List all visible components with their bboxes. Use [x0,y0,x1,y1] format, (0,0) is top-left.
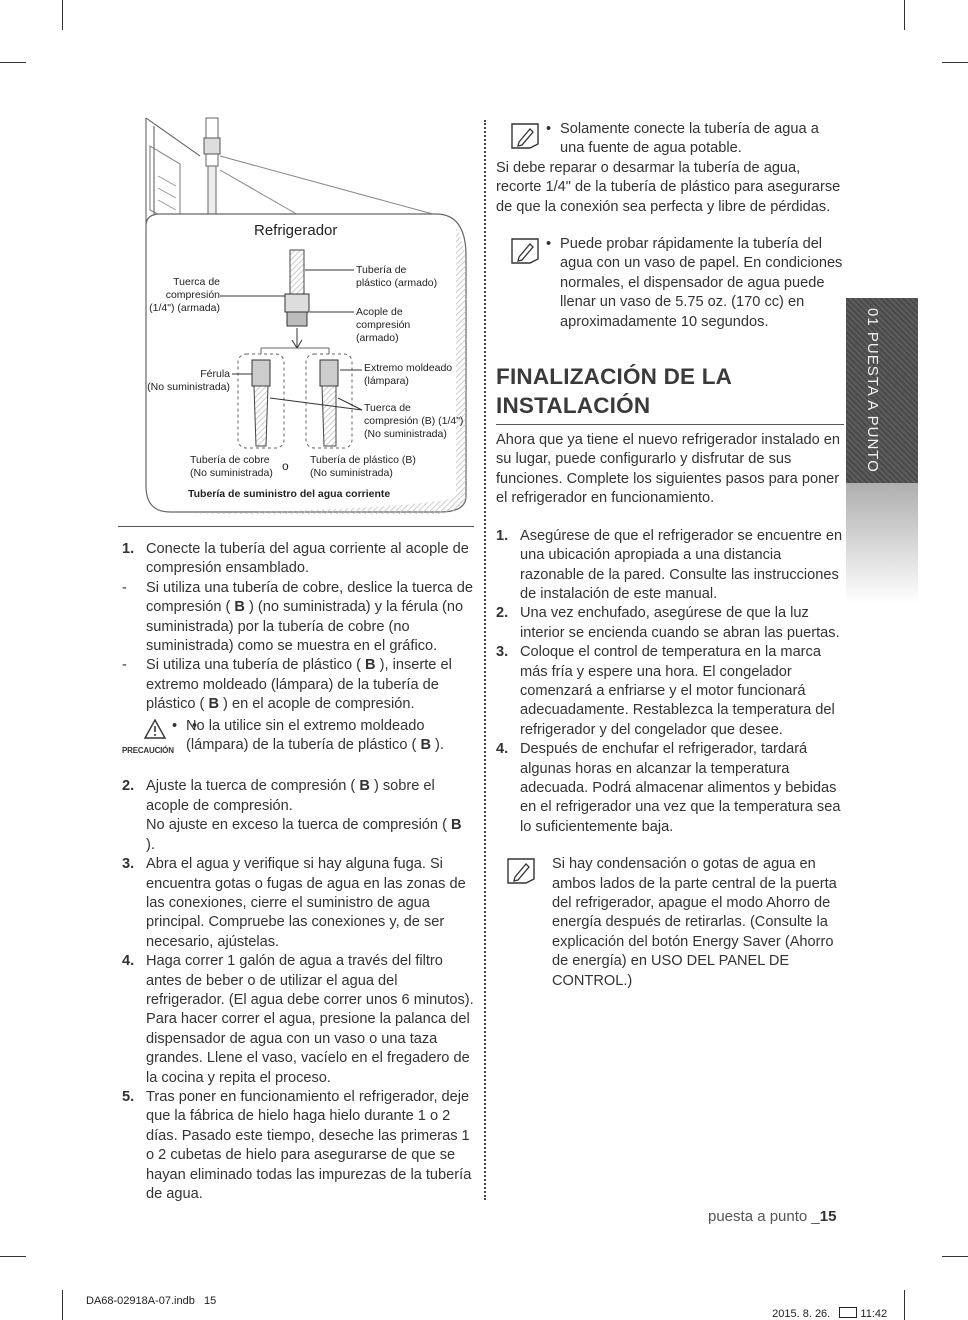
bold-b: B [451,817,462,834]
bold-b: B [359,778,370,795]
step-number: 3. [122,856,135,873]
text: Si utiliza una tubería de cobre, deslice la tuerca de compresión ( [146,579,473,616]
text: ), inserte el extremo moldeado (lámpara) de la tubería de plástico ( [146,657,452,713]
label-line: (No suministrada) [147,381,230,393]
crop-mark [904,0,905,30]
caution-label: PRECAUCIÓN [122,745,174,755]
label-line: compresión [356,319,411,331]
step-2 [122,777,474,855]
note-text: Si hay condensación o gotas de agua en ambos lados de la parte central de la puerta del refrigerador, apague el modo Ahorro de energía después de retirarlas. (Consulte la explicación del botón Energy Saver (Ahorro de energía) en USO DEL PANEL DE CONTROL.) [552,856,837,989]
text: ). [146,836,155,853]
page-number: 15 [819,1208,837,1225]
step-text: Coloque el control de temperatura en la marca más fría y espere una hora. El congelador comenzará a enfriarse y el motor funcionará adecuadamente. Restablezca la temperatura del refrigerador y del congelador que desee. [520,644,835,738]
crop-mark [62,0,63,30]
crop-mark [0,62,26,63]
crop-mark [62,1290,63,1320]
text: ). [430,737,444,754]
label-line: (1/4") (armada) [149,302,220,314]
step-text: Conecte la tubería del agua corriente al acople de compresión ensamblado. [146,541,469,577]
crop-mark [904,1290,905,1320]
bold-b: B [420,737,431,754]
side-tab-label: 01 PUESTA A PUNTO [864,308,881,473]
text: ) en el acople de compresión. [219,696,415,713]
time-text: 11:42 [860,1308,888,1320]
page-footer [708,1208,836,1225]
side-tab-dark [846,298,918,483]
column-separator [484,120,486,1200]
label-line: Tubería de cobre [190,454,270,466]
label-line: (armado) [356,332,399,344]
label-molded-end [364,362,452,388]
step-text: Haga correr 1 galón de agua a través del filtro antes de beber o de utilizar el agua del refrigerador. (El agua debe correr unos 6 minutos). Para hacer correr el agua, presione la palanca del dispensador de agua con un vaso o una taza grandes. Llene el vaso, vacíelo en el fregadero de la cocina y repita el proceso. [146,953,474,1086]
step-number: 4. [122,953,135,970]
crop-mark [942,1256,968,1257]
step-text: Asegúrese de que el refrigerador se encuentre en una ubicación apropiada a una distancia razonable de la pared. Consulte las instrucciones de instalación de este manual. [520,527,843,602]
side-tab-fade [846,483,918,604]
step-number: 4. [496,741,509,758]
step-number: 5. [122,1088,135,1105]
label-line: (No suministrada) [364,428,447,440]
text: Si utiliza una tubería de plástico ( [146,657,366,674]
label-ferrule [142,368,230,394]
step-number: 3. [496,644,509,661]
text: No ajuste en exceso la tuerca de compresión ( [146,817,452,834]
caution-icon [144,719,166,739]
note-bullet: • Solamente conecte la tubería de agua a una fuente de agua potable. [540,120,844,159]
step-number: 1. [496,527,509,544]
bold-b: B [365,657,376,674]
label-line: Tuerca de [173,276,220,288]
step-text: Después de enchufar el refrigerador, tardará algunas horas en alcanzar la temperatura adecuada. Podrá almacenar alimentos y bebidas en el refrigerador una vez que la temperatura sea lo suficientemente baja. [520,741,841,835]
heading-rule [496,424,844,425]
text: No la utilice sin el extremo moldeado (lámpara) de la tubería de plástico ( [186,717,425,754]
text: Ajuste la tuerca de compresión ( [146,778,360,795]
label-supply: Tubería de suministro del agua corriente [188,488,391,500]
label-line: Tubería de plástico (B) [310,454,416,466]
label-line: Férula [200,368,230,380]
final-step-1 [496,527,844,605]
note-2 [496,235,844,332]
heading-line: INSTALACIÓN [496,393,651,419]
dash-item [122,656,474,714]
label-line: compresión [165,289,220,301]
note-text: Si debe reparar o desarmar la tubería de agua, recorte 1/4" de la tubería de plástico para asegurarse de que la conexión sea perfecta y libre de pérdidas. [496,159,841,215]
print-date [766,1295,887,1320]
crop-mark [0,1256,26,1257]
label-line: (lámpara) [364,375,409,387]
label-line: Tubería de [356,264,407,276]
section-heading [496,362,844,420]
label-plastic-b [310,454,416,480]
step-1 [122,540,474,579]
heading-line: FINALIZACIÓN DE LA [496,364,733,390]
label-plastic-tube [356,264,437,290]
intro-text: Ahora que ya tiene el nuevo refrigerador instalado en su lugar, puede configurarlo y disfrutar de sus funciones. Complete los siguientes pasos para poner el refrigerador en funcionamiento. [496,432,840,507]
step-text: Abra el agua y verifique si hay alguna fuga. Si encuentra gotas o fugas de agua en las zonas de las conexiones, cierre el suministro de agua principal. Compruebe las conexiones y, de ser necesario, ajústelas. [146,856,466,950]
step-text: Tras poner en funcionamiento el refrigerador, deje que la fábrica de hielo haga hielo durante 1 o 2 días. Pasado este tiempo, deseche las primeras 1 o 2 cubetas de hielo para asegurarse de que se hayan eliminado todas las impurezas de la tubería de agua. [146,1088,472,1202]
label-line: plástico (armado) [356,277,438,289]
step-5 [122,1088,474,1204]
step-3 [122,855,474,952]
final-step-2 [496,604,844,643]
label-line: compresión (B) (1/4") [364,415,464,427]
bold-b: B [234,599,245,616]
note-icon [510,237,540,265]
time-glyph [839,1307,857,1318]
caution-text [172,717,474,756]
label-coupling [356,306,410,345]
water-connection-diagram [140,116,476,520]
label-line: (No suministrada) [310,467,393,479]
dash-mark: - [122,657,127,674]
step-number: 2. [496,605,509,622]
section-side-tab [846,298,918,604]
dash-item [122,579,474,657]
right-column [496,120,844,991]
note-1 [496,120,844,159]
label-nut [144,276,220,315]
diagram-title: Refrigerador [254,222,338,239]
date-text: 2015. 8. 26. [772,1308,840,1320]
print-file-info: DA68-02918A-07.indb 15 [86,1295,217,1307]
caution-block [122,717,474,756]
dash-mark: - [122,579,127,596]
text: ) sobre el acople de compresión. [146,778,435,814]
label-line: Acople de [356,306,403,318]
final-step-4 [496,740,844,837]
bullet-dot: • • [172,717,178,734]
note-bullet: • Puede probar rápidamente la tubería del agua con un vaso de papel. En condiciones normales, el dispensador de agua puede llenar un vaso de 5.75 oz. (170 cc) en aproximadamente 10 segundos. [540,235,844,332]
label-nut-b [364,402,463,441]
note-icon [506,857,536,885]
label-or: o [282,459,289,473]
bold-b: B [208,696,219,713]
crop-mark [942,62,968,63]
label-line: Tuerca de [364,402,411,414]
step-text: Una vez enchufado, asegúrese de que la luz interior se encienda cuando se abran las puertas. [520,605,840,641]
note-icon [510,122,540,150]
note-3 [496,855,844,991]
final-step-3 [496,643,844,740]
left-column [122,540,474,1204]
diagram-rule [118,526,474,527]
step-4 [122,952,474,1088]
label-line: (No suministrada) [190,467,273,479]
text: ) (no suministrada) y la férula (no suministrada) por la tubería de cobre (no suministrada) como se muestra en el gráfico. [146,599,464,655]
step-number: 2. [122,778,135,795]
page-label: puesta a punto _ [708,1208,820,1225]
step-number: 1. [122,541,135,557]
label-line: Extremo moldeado [364,362,453,374]
label-copper [190,454,273,480]
